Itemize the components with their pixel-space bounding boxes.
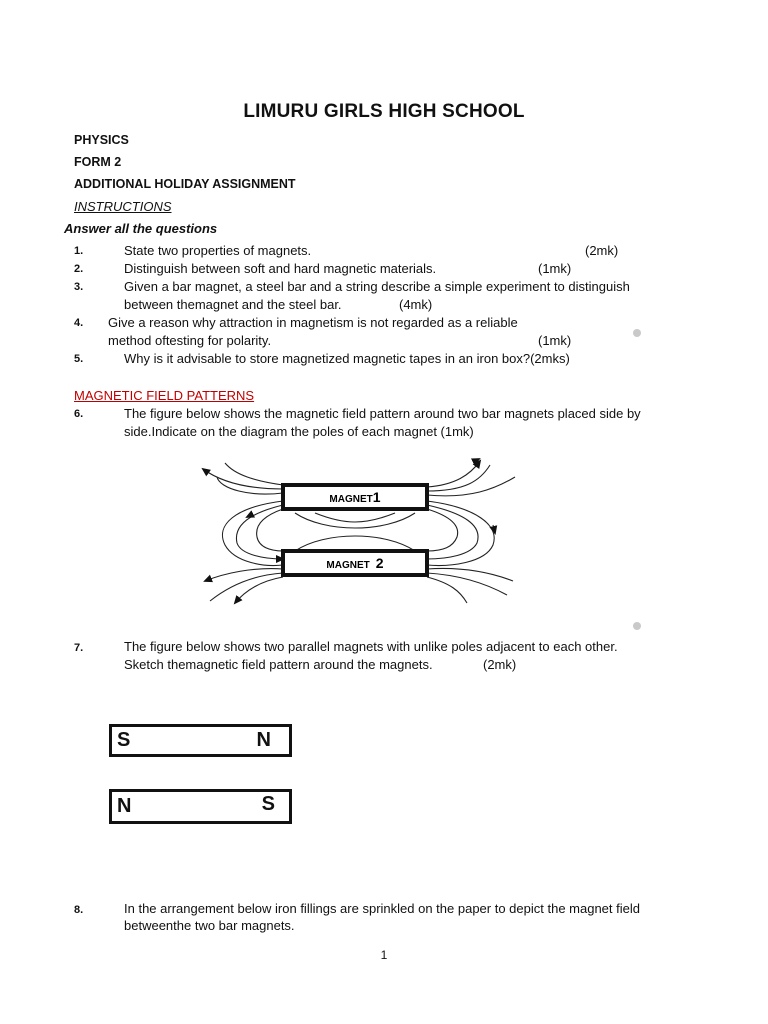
question-text-line-2: Sketch themagnetic field pattern around the magnets.: [124, 657, 433, 672]
question-text-line-1: Give a reason why attraction in magnetism is not regarded as a reliable: [108, 315, 518, 330]
instructions-heading: INSTRUCTIONS: [74, 199, 172, 214]
question-text-line-1: Given a bar magnet, a steel bar and a string describe a simple experiment to distinguish: [124, 279, 630, 294]
question-marks: (1mk): [538, 333, 572, 348]
question-text-line-1: The figure below shows the magnetic field pattern around two bar magnets placed side by: [124, 406, 641, 421]
question-number: 3.: [74, 281, 84, 293]
question-text-line-2: betweenthe two bar magnets.: [124, 918, 295, 933]
question-text-line-1: The figure below shows two parallel magnets with unlike poles adjacent to each other.: [124, 639, 618, 654]
question-text: Distinguish between soft and hard magnetic materials.: [124, 261, 437, 276]
magnetic-field-diagram: [195, 455, 525, 605]
top-right-pole-label: N: [256, 729, 271, 751]
question-number: 5.: [74, 353, 84, 365]
question-marks: (2mk): [483, 657, 517, 672]
scan-speck: [633, 329, 641, 337]
question-marks: (1mk): [538, 261, 572, 276]
section-heading: MAGNETIC FIELD PATTERNS: [74, 388, 255, 403]
top-bar-magnet: [109, 724, 292, 757]
question-number: 8.: [74, 904, 84, 916]
question-marks: (2mk): [585, 243, 619, 258]
magnet-2-label: MAGNET 2: [326, 555, 384, 571]
question-number: 6.: [74, 408, 84, 420]
answer-all-instruction: Answer all the questions: [64, 221, 218, 236]
bottom-right-pole-label: S: [261, 793, 275, 815]
question-text-line-1: In the arrangement below iron fillings are sprinkled on the paper to depict the magnet field: [124, 901, 640, 916]
question-number: 2.: [74, 263, 84, 275]
question-text-line-2: method oftesting for polarity.: [108, 333, 272, 348]
assignment-heading: ADDITIONAL HOLIDAY ASSIGNMENT: [74, 177, 296, 191]
question-text-line-2: side.Indicate on the diagram the poles of each magnet (1mk): [124, 424, 474, 439]
school-title: LIMURU GIRLS HIGH SCHOOL: [243, 101, 525, 122]
question-marks: (4mk): [399, 297, 433, 312]
scan-speck: [633, 622, 641, 630]
question-text: State two properties of magnets.: [124, 243, 312, 258]
bottom-bar-magnet: [109, 789, 292, 824]
subject-heading: PHYSICS: [74, 133, 129, 147]
question-number: 4.: [74, 317, 84, 329]
field-lines: [203, 459, 515, 603]
question-text-line-2: between themagnet and the steel bar.: [124, 297, 342, 312]
bottom-left-pole-label: N: [117, 795, 132, 817]
question-number: 1.: [74, 245, 84, 257]
form-heading: FORM 2: [74, 155, 122, 169]
top-left-pole-label: S: [117, 729, 131, 751]
question-number: 7.: [74, 642, 84, 654]
question-text: Why is it advisable to store magnetized magnetic tapes in an iron box?(2mks): [124, 351, 570, 366]
page-number: 1: [380, 948, 388, 962]
magnet-1-label: MAGNET1: [329, 489, 381, 505]
